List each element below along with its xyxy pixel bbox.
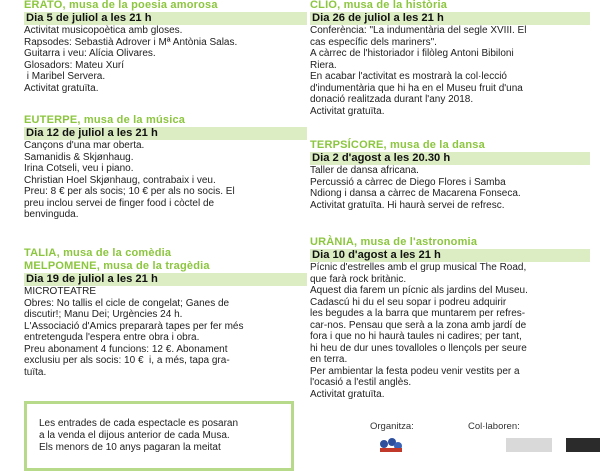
event-line: Activitat musicopoètica amb gloses. [24,25,183,36]
event-line: L'Associació d'Amics prepararà tapes per fer més [24,320,244,332]
event-line: Preu abonament 4 funcions: 12 €. Abonament [24,343,228,355]
event-line: discutir!; Manu Dei; Urgències 24 h. [24,309,183,320]
event-heading: TALIA, musa de la comèdia [24,247,172,259]
event-heading: URÀNIA, musa de l'astronomia [310,236,478,248]
event-date: Dia 10 d'agost a les 21 h [310,249,590,262]
event-line: hi heu de dur unes tovalloles o llençols per seure [310,342,527,354]
event-line: d'indumentària que hi ha en el Museu fruit d'una [310,82,523,94]
event-heading-secondary: MELPOMENE, musa de la tragèdia [24,260,210,272]
event-talia-melpomene [24,247,307,378]
event-line: Conferència: "La indumentària del segle XVIII. El [310,25,527,36]
event-date: Dia 26 de juliol a les 21 h [310,12,590,25]
event-line: Ndiong i dansa a càrrec de Macarena Fonseca. [310,188,521,199]
event-line: entretenguda l'espera entre obra i obra. [24,332,200,343]
event-line: Activitat gratuïta. [310,388,385,400]
event-line: Samanidis & Skjønhaug. [24,151,134,163]
event-heading: ERATO, musa de la poesia amorosa [24,0,218,11]
event-urania [310,236,590,400]
event-line: Cançons d'una mar oberta. [24,140,145,151]
event-line: exclusiu per als socis: 10 € i, a més, tapa gra- [24,355,230,366]
event-heading: TERPSÍCORE, musa de la dansa [310,139,485,151]
event-line: A càrrec de l'historiador i filòleg Antoni Bibiloni [310,48,514,59]
notice-line: a la venda el dijous anterior de cada Musa. [39,430,230,441]
event-line: Irina Cotseli, veu i piano. [24,163,134,174]
event-line: donació realitzada durant l'any 2018. [310,94,474,105]
event-euterpe [24,113,307,221]
organitza-label: Organitza: [370,421,414,432]
event-line: benvinguda. [24,209,79,220]
event-line: En acabar l'activitat es mostrarà la col·lecció [310,71,507,82]
event-line: Activitat gratuïta. [310,105,385,117]
event-line: fora i que no hi haurà taules ni cadires; per tant, [310,331,522,342]
event-line: Pícnic d'estrelles amb el grup musical The Road, [310,262,527,273]
event-line: tuïta. [24,366,47,378]
notice-line: Els menors de 10 anys pagaran la meitat [39,442,221,453]
event-line: Preu: 8 € per als socis; 10 € per als no socis. El [24,186,235,197]
event-line: Aquest dia farem un pícnic als jardins del Museu. [310,285,528,296]
event-line: les begudes a la barra que muntarem per refres- [310,308,526,319]
event-line: Rapsodes: Sebastià Adrover i Mª Antònia Salas. [24,36,238,48]
event-line: Obres: No tallis el cicle de congelat; Ganes de [24,297,230,309]
event-line: l'ocasió a l'estil anglès. [310,377,412,388]
event-date: Dia 19 de juliol a les 21 h [24,273,307,286]
event-line: Riera. [310,59,337,71]
event-line: Guitarra i veu: Alícia Olivares. [24,48,156,59]
event-line: car-nos. Pensau que serà a la zona amb jardí de [310,319,527,331]
collaboren-label: Col·laboren: [468,421,520,432]
event-line: Percussió a càrrec de Diego Flores i Samba [310,176,506,188]
event-line: Activitat gratuïta. Hi haurà servei de refresc. [310,199,505,211]
event-erato [24,0,307,94]
event-heading: EUTERPE, musa de la música [24,114,186,126]
event-line: en terra. [310,354,348,365]
event-heading: CLIO, musa de la història [310,0,448,11]
event-line: Christian Hoel Skjønhaug, contrabaix i veu. [24,174,216,186]
event-line: Activitat gratuïta. [24,82,99,94]
event-line: que farà rock britànic. [310,273,407,285]
event-line: i Maribel Servera. [24,71,106,82]
event-date: Dia 5 de juliol a les 21 h [24,12,307,25]
event-date: Dia 2 d'agost a les 20.30 h [310,152,590,165]
event-clio [310,0,590,117]
tickets-notice-box [24,401,294,471]
event-line: cas específic dels mariners". [310,36,437,48]
event-line: Per ambientar la festa podeu venir vestits per a [310,365,520,377]
notice-line: Les entrades de cada espectacle es posaran [39,418,239,429]
event-line: Taller de dansa africana. [310,165,419,176]
event-terpsicore [310,138,590,211]
event-line: MICROTEATRE [24,286,97,297]
event-date: Dia 12 de juliol a les 21 h [24,127,307,140]
event-line: preu inclou servei de finger food i còctel de [24,197,215,209]
event-line: Glosadors: Mateu Xurí [24,59,125,71]
event-line: Cadascú hi du el seu sopar i podreu adquirir [310,296,507,308]
